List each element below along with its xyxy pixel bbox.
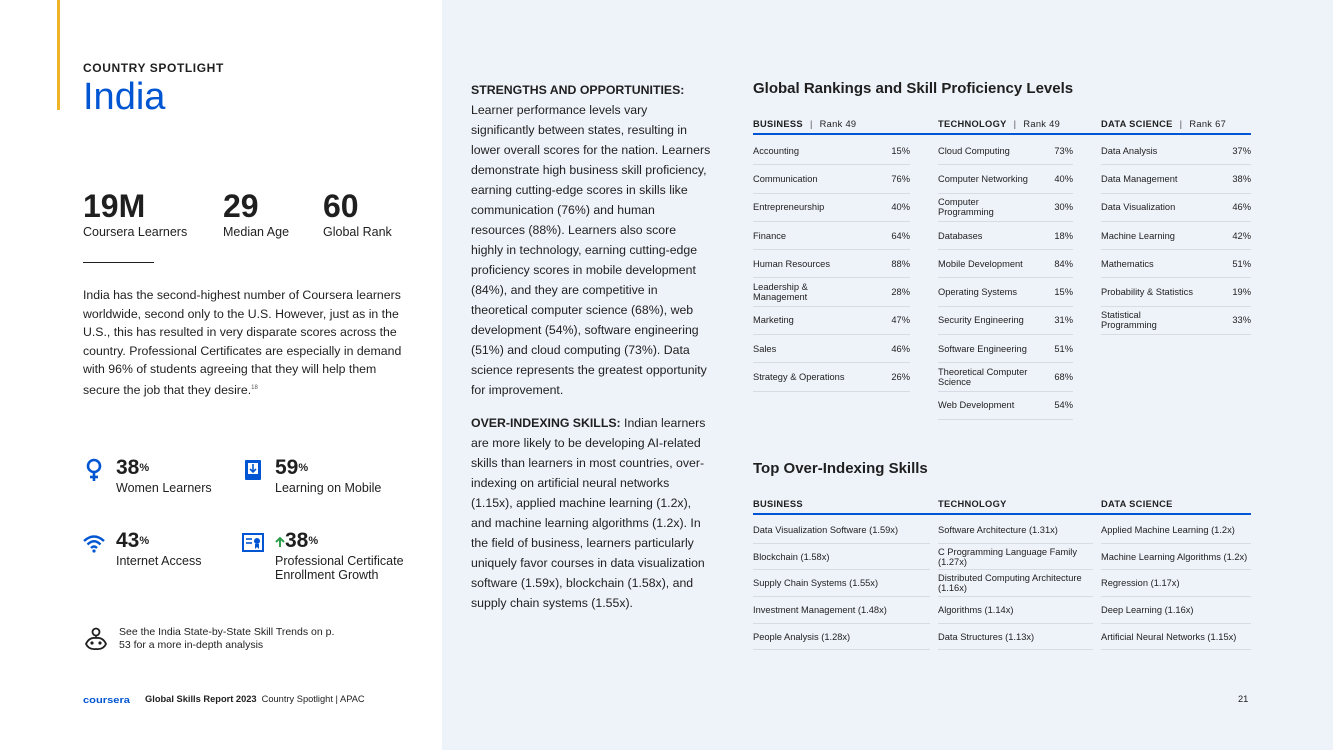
coursera-logo [83,695,131,704]
intro-text: India has the second-highest number of Coursera learners worldwide, second only to the U.S. However, just as in the U.S., this has resulted in very disparate scores across the country. Professional Certificates are especially in demand with 96% of students agreeing that they will help them secure the job that they desire. [83,288,402,397]
skill-name: Marketing [753,315,794,326]
skill-name: Databases [938,230,983,241]
skill-name: Statistical Programming [1101,310,1157,331]
skill-name: Data Visualization [1101,202,1176,213]
note-text: See the India State-by-State Skill Trends on p. 53 for a more in-depth analysis [119,626,335,651]
table-row [938,194,1073,222]
map-network-icon [83,626,109,652]
skill-name: Artificial Neural Networks (1.15x) [1101,631,1237,642]
table-row [753,278,910,306]
skill-name: Software Engineering [938,343,1027,354]
business-rank: Rank 49 [819,119,857,129]
skill-percent: 26% [891,372,910,383]
skill-name: Investment Management (1.48x) [753,604,887,615]
stat-global-rank [323,188,392,239]
skill-name: Data Management [1101,173,1178,184]
arrow-up-icon [275,536,285,548]
overindex-technology-column [938,517,1093,650]
wifi-icon [83,531,105,555]
metric-unit: % [308,535,319,547]
skill-name: Operating Systems [938,287,1018,298]
metric-internet-access [83,529,201,568]
skill-percent: 15% [1054,287,1073,298]
skill-name: Communication [753,173,818,184]
skill-percent: 40% [891,202,910,213]
stat-label: Coursera Learners [83,225,188,239]
technology-rank: Rank 49 [1023,119,1061,129]
skill-name: Entrepreneurship [753,202,825,213]
table-row [753,250,910,278]
overindex-heading: OVER-INDEXING SKILLS: [471,416,621,430]
skill-name: Strategy & Operations [753,372,845,383]
oi-technology-name: TECHNOLOGY [938,499,1007,509]
skill-percent: 51% [1054,343,1073,354]
eyebrow-label: COUNTRY SPOTLIGHT [83,61,224,75]
stat-value: 60 [323,188,359,224]
skill-percent: 84% [1054,258,1073,269]
skill-name: Deep Learning (1.16x) [1101,604,1194,615]
skill-percent: 28% [891,287,910,298]
oi-business-name: BUSINESS [753,499,803,509]
skill-name: Probability & Statistics [1101,287,1193,298]
skill-name: Machine Learning [1101,230,1175,241]
strengths-heading: STRENGTHS AND OPPORTUNITIES: [471,83,685,97]
skill-percent: 18% [1054,230,1073,241]
metric-value: 59 [275,456,299,479]
certificate-icon [242,531,264,555]
table-row [938,392,1073,420]
metric-value: 43 [116,529,140,552]
table-row [1101,250,1251,278]
table-row [753,194,910,222]
accent-bar [57,0,60,110]
table-row [753,222,910,250]
table-row [1101,544,1251,571]
metric-women-learners [83,456,212,495]
table-row [1101,278,1251,306]
skill-percent: 40% [1054,173,1073,184]
technology-header: TECHNOLOGY | Rank 49 [938,119,1061,129]
table-row [938,597,1093,624]
stat-learners [83,188,187,239]
skill-percent: 76% [891,173,910,184]
skill-name: Leadership & Management [753,282,808,303]
skill-name: People Analysis (1.28x) [753,631,851,642]
skill-name: Mathematics [1101,258,1154,269]
oi-data-science-name: DATA SCIENCE [1101,499,1173,509]
narrative [471,80,711,626]
intro-paragraph [83,286,413,399]
skill-name: Mobile Development [938,258,1023,269]
skill-name: Cloud Computing [938,145,1010,156]
metric-value: 38 [285,529,309,552]
table-row [938,137,1073,165]
skill-name: Accounting [753,145,799,156]
skill-percent: 54% [1054,400,1073,411]
mobile-icon [242,458,264,482]
metric-mobile-learning [242,456,381,495]
skill-name: Computer Programming [938,197,994,218]
metric-label: Women Learners [116,481,212,495]
rankings-data-science-column [1101,137,1251,335]
skill-percent: 64% [891,230,910,241]
report-title: Global Skills Report 2023 [145,694,257,704]
skill-name: Finance [753,230,787,241]
table-row [753,137,910,165]
right-panel [442,0,1333,750]
table-row [753,544,930,571]
female-icon [83,458,105,482]
table-row [753,517,930,544]
table-row [938,165,1073,193]
overindex-business-column [753,517,930,650]
skill-name: Data Analysis [1101,145,1158,156]
report-section: Country Spotlight | APAC [261,694,365,704]
skill-name: Web Development [938,400,1015,411]
page-number: 21 [1238,694,1249,704]
table-row [1101,307,1251,335]
table-row [938,624,1093,651]
skill-name: Software Architecture (1.31x) [938,524,1058,535]
table-row [1101,570,1251,597]
overindex-paragraph [471,413,711,613]
rankings-title: Global Rankings and Skill Proficiency Levels [753,80,1074,97]
table-row [753,597,930,624]
rankings-technology-column [938,137,1073,420]
skill-name: Machine Learning Algorithms (1.2x) [1101,551,1248,562]
table-row [938,278,1073,306]
stat-median-age [223,188,289,239]
skill-name: Security Engineering [938,315,1024,326]
skill-percent: 37% [1232,145,1251,156]
skill-percent: 46% [1232,202,1251,213]
metric-label: Internet Access [116,554,202,568]
business-header: BUSINESS | Rank 49 [753,119,857,129]
stat-value: 19M [83,188,146,224]
skill-percent: 88% [891,258,910,269]
table-row [753,335,910,363]
table-row [1101,624,1251,651]
strengths-paragraph [471,80,711,400]
skill-percent: 46% [891,343,910,354]
table-row [938,544,1093,571]
skill-name: Data Visualization Software (1.59x) [753,524,899,535]
table-row [753,624,930,651]
skill-name: Theoretical Computer Science [938,367,1028,388]
skill-name: Computer Networking [938,173,1028,184]
table-row [938,307,1073,335]
data-science-header: DATA SCIENCE | Rank 67 [1101,119,1227,129]
metric-unit: % [139,462,150,474]
skill-name: C Programming Language Family (1.27x) [938,546,1077,567]
table-row [938,250,1073,278]
rankings-business-column [753,137,910,392]
stat-label: Global Rank [323,225,392,239]
skill-percent: 30% [1054,202,1073,213]
table-row [1101,222,1251,250]
skill-name: Algorithms (1.14x) [938,604,1014,615]
skill-percent: 47% [891,315,910,326]
metric-unit: % [298,462,309,474]
skill-name: Supply Chain Systems (1.55x) [753,578,879,589]
metric-label: Learning on Mobile [275,481,382,495]
stat-value: 29 [223,188,259,224]
skill-percent: 42% [1232,230,1251,241]
footnote-ref: 18 [251,384,258,391]
skill-percent: 73% [1054,145,1073,156]
table-row [1101,597,1251,624]
table-row [753,570,930,597]
table-row [938,335,1073,363]
table-row [1101,194,1251,222]
data-science-rank: Rank 67 [1189,119,1227,129]
skill-percent: 15% [891,145,910,156]
table-row [938,570,1093,597]
table-row [753,363,910,391]
stat-label: Median Age [223,225,290,239]
table-row [938,222,1073,250]
left-panel [0,0,442,750]
overindex-data-science-column [1101,517,1251,650]
footer [83,694,365,704]
table-row [1101,137,1251,165]
business-name: BUSINESS [753,119,803,129]
skill-name: Distributed Computing Architecture (1.16x) [938,573,1082,594]
skill-name: Data Structures (1.13x) [938,631,1035,642]
skill-name: Human Resources [753,258,830,269]
skill-percent: 19% [1232,287,1251,298]
overindex-table-header [753,497,1251,515]
skill-name: Applied Machine Learning (1.2x) [1101,524,1235,535]
skill-name: Sales [753,343,777,354]
table-row [938,363,1073,391]
metric-label: Professional Certificate Enrollment Growth [275,554,404,582]
rankings-table-header [753,117,1251,135]
page-title: India [83,76,166,118]
metric-unit: % [139,535,150,547]
table-row [1101,517,1251,544]
overindex-text: Indian learners are more likely to be developing AI-related skills than learners in most countries, over-indexing on artificial neural networks (1.15x), applied machine learning (1.2x), and machine learning algorithms (1.2x). In the field of business, learners particularly uniquely favor courses in data visualization software (1.59x), blockchain (1.58x), and supply chain systems (1.55x). [471,416,706,610]
overindex-title: Top Over-Indexing Skills [753,460,928,477]
skill-name: Regression (1.17x) [1101,578,1180,589]
skill-percent: 38% [1232,173,1251,184]
skill-name: Blockchain (1.58x) [753,551,830,562]
skill-percent: 51% [1232,258,1251,269]
strengths-text: Learner performance levels vary significantly between states, resulting in lower overall scores for the nation. Learners demonstrate high business skill proficiency, earning cutting-edge scores in skills like communication (76%) and human resources (88%). Learners also score highly in technology, earning cutting-edge proficiency scores in mobile development (84%), and they are competitive in theoretical computer science (68%), web development (54%), software engineering (51%) and cloud computing (73%). Data science represents the greatest opportunity for improvement. [471,103,711,397]
skill-percent: 31% [1054,315,1073,326]
technology-name: TECHNOLOGY [938,119,1007,129]
table-row [753,307,910,335]
cross-reference-note [83,626,339,652]
skill-percent: 33% [1232,315,1251,326]
metric-value: 38 [116,456,140,479]
svg-text:coursera: coursera [83,694,131,704]
skill-percent: 68% [1054,372,1073,383]
metric-certificate-growth [242,529,420,582]
table-row [1101,165,1251,193]
data-science-name: DATA SCIENCE [1101,119,1173,129]
divider [83,262,154,263]
table-row [753,165,910,193]
table-row [938,517,1093,544]
